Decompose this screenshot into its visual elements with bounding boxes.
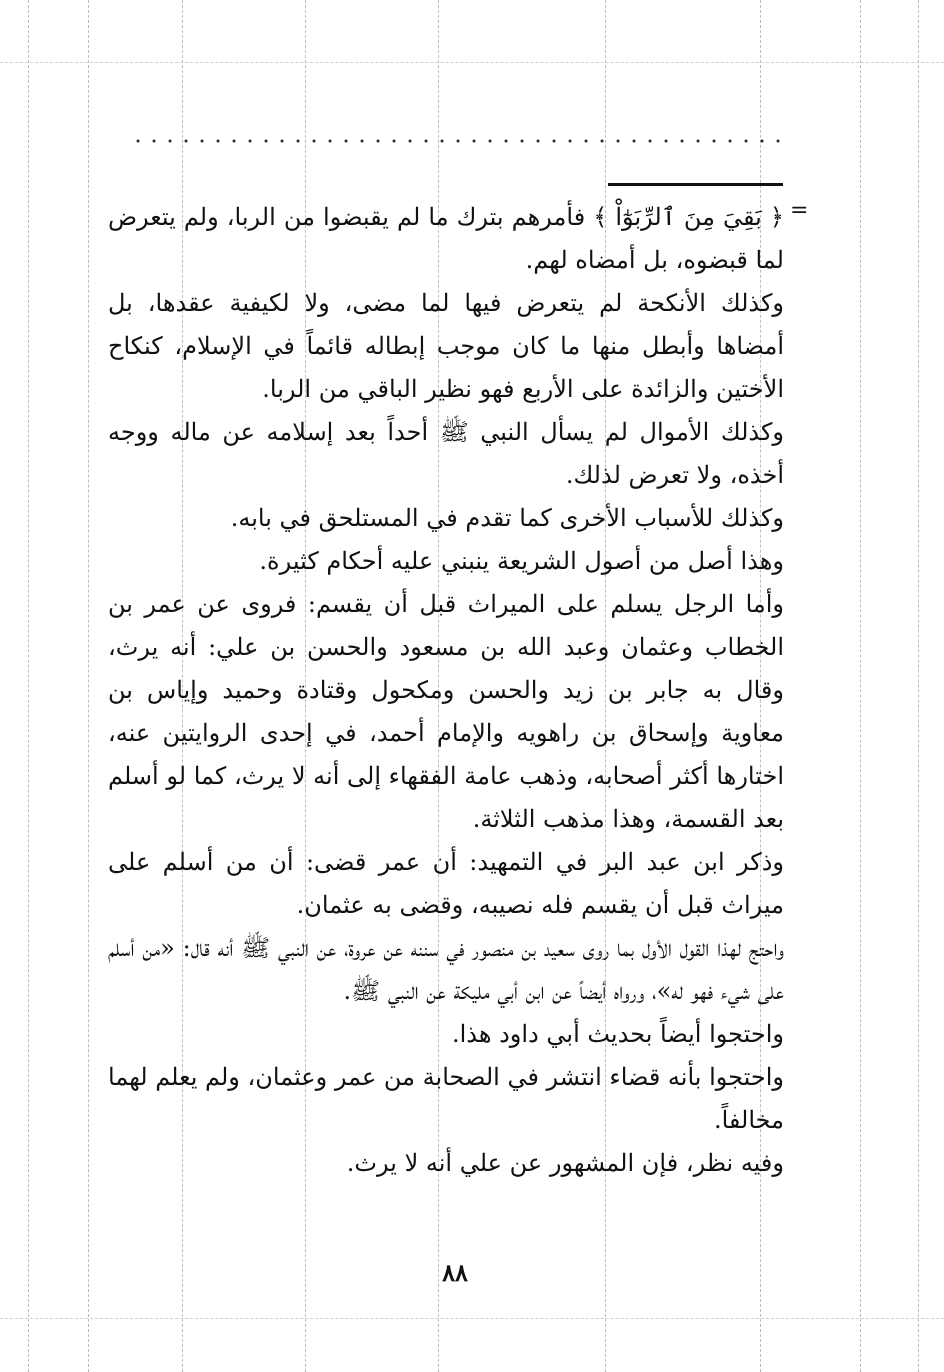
paragraph: وكذلك الأموال لم يسأل النبي ﷺ أحداً بعد إسلامه عن ماله ووجه أخذه، ولا تعرض لذلك.	[108, 418, 784, 489]
continuation-mark: =	[790, 198, 809, 223]
page-number: ٨٨	[442, 1258, 468, 1287]
footnote-rule	[608, 183, 783, 186]
guide-line	[918, 0, 919, 1372]
paragraph: وذكر ابن عبد البر في التمهيد: أن عمر قضى: أن من أسلم على ميراث قبل أن يقسم فله نصيبه، وقضى به عثمان.	[108, 848, 784, 919]
guide-line	[88, 0, 89, 1372]
page-body	[108, 196, 784, 1185]
guide-line	[0, 62, 944, 63]
paragraph: وكذلك الأنكحة لم يتعرض فيها لما مضى، ولا لكيفية عقدها، بل أمضاها وأبطل منها ما كان موجب إبطاله قائماً في الإسلام، كنكاح الأختين والزائدة على الأربع فهو نظير الباقي من الربا.	[108, 289, 784, 403]
paragraph: واحتجوا أيضاً بحديث أبي داود هذا.	[451, 1020, 784, 1048]
dotted-separator	[130, 136, 780, 146]
paragraph: وكذلك للأسباب الأخرى كما تقدم في المستلحق في بابه.	[230, 504, 784, 532]
paragraph: واحتج لهذا القول الأول بما روى سعيد بن منصور في سننه عن عروة، عن النبي ﷺ أنه قال: «من أسلم على شيء فهو له»، ورواه أيضاً عن ابن أبي مليكة عن النبي ﷺ.	[108, 934, 784, 1005]
guide-line	[0, 1318, 944, 1319]
paragraph: وأما الرجل يسلم على الميراث قبل أن يقسم: فروى عن عمر بن الخطاب وعثمان وعبد الله بن مسعود والحسن بن علي: أنه يرث، وقال به جابر بن زيد والحسن ومكحول وقتادة وحميد وإياس بن معاوية وإسحاق بن راهويه والإمام أحمد، في إحدى الروايتين عنه، اختارها أكثر أصحابه، وذهب عامة الفقهاء إلى أنه لا يرث، كما لو أسلم بعد القسمة، وهذا مذهب الثلاثة.	[108, 590, 784, 833]
guide-line	[28, 0, 29, 1372]
paragraph: وفيه نظر، فإن المشهور عن علي أنه لا يرث.	[346, 1149, 784, 1177]
paragraph: وهذا أصل من أصول الشريعة ينبني عليه أحكام كثيرة.	[259, 547, 784, 575]
paragraph: ﴿ بَقِيَ مِنَ ٱلرِّبَوٰٓاْ ﴾ فأمرهم بترك ما لم يقبضوا من الربا، ولم يتعرض لما قبضوه، بل أمضاه لهم.	[108, 203, 784, 274]
paragraph: واحتجوا بأنه قضاء انتشر في الصحابة من عمر وعثمان، ولم يعلم لهما مخالفاً.	[108, 1063, 784, 1134]
guide-line	[860, 0, 861, 1372]
